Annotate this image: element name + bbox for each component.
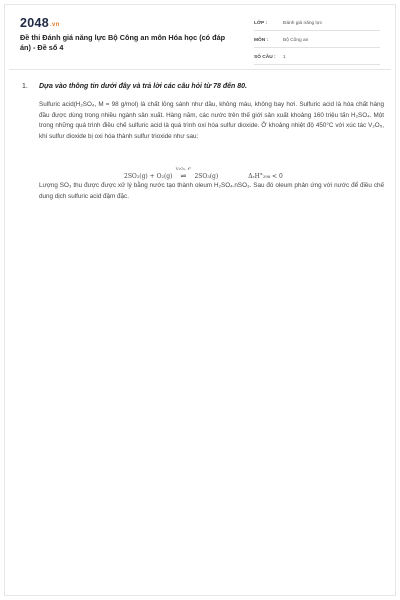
exam-meta	[254, 16, 380, 67]
passage-paragraph: Lượng SO₃ thu được được xử lý bằng nước tạo thành oleum H₂SO₄.nSO₃. Sau đó oleum phản ứng với nước để điều chế dung dịch sulfuric acid đậm đặc.	[39, 182, 384, 200]
question-passage	[39, 100, 384, 142]
exam-title: Đề thi Đánh giá năng lực Bộ Công an môn Hóa học (có đáp án) - Đề số 4	[20, 33, 226, 52]
question-heading: Dựa vào thông tin dưới đây và trả lời các câu hỏi từ 78 đến 80.	[39, 83, 247, 90]
logo-suffix: .vn	[50, 22, 60, 28]
logo-main: 2048	[20, 16, 50, 30]
meta-value: 1	[283, 54, 286, 60]
meta-value: Đánh giá năng lực	[283, 20, 323, 26]
equation-products: 2SO₃(g)	[194, 173, 219, 180]
meta-value: Bộ Công an	[283, 37, 309, 43]
page-frame	[4, 4, 396, 596]
question-number: 1.	[22, 83, 28, 90]
equation-reactants: 2SO₂(g) + O₂(g)	[124, 173, 173, 180]
header-divider	[9, 69, 391, 70]
equilibrium-arrow	[175, 166, 192, 180]
site-logo[interactable]	[20, 16, 60, 30]
meta-key: MÔN :	[254, 37, 269, 43]
meta-row-class	[254, 16, 380, 31]
meta-key: LỚP :	[254, 20, 268, 26]
question-passage-continued	[39, 181, 384, 202]
equation-catalyst: V₂O₅, t°	[175, 166, 192, 171]
meta-row-subject	[254, 33, 380, 48]
passage-paragraph: Sulfuric acid(H₂SO₄, M = 98 g/mol) là chất lỏng sánh như dầu, không màu, không bay hơi. Sulfuric acid là hóa chất hàng đầu được dùng trong nhiều ngành sản xuất. Hàng năm, các nước trên thế giới sản xuất khoảng 160 triệu tấn H₂SO₄. Một trong những quá trình điều chế sulfuric acid là quá trình oxi hóa sulfur dioxide. Ở khoảng nhiệt độ 450°C với xúc tác V₂O₅, khí sulfur dioxide bị oxi hóa thành sulfur trioxide như sau:	[39, 101, 384, 140]
equation-enthalpy: ΔᵣH°₂₉₈ < 0	[248, 173, 283, 180]
meta-key: SỐ CÂU :	[254, 54, 276, 60]
arrow-glyph: ⇌	[180, 172, 187, 180]
reaction-equation	[124, 166, 283, 180]
meta-row-count	[254, 50, 380, 65]
